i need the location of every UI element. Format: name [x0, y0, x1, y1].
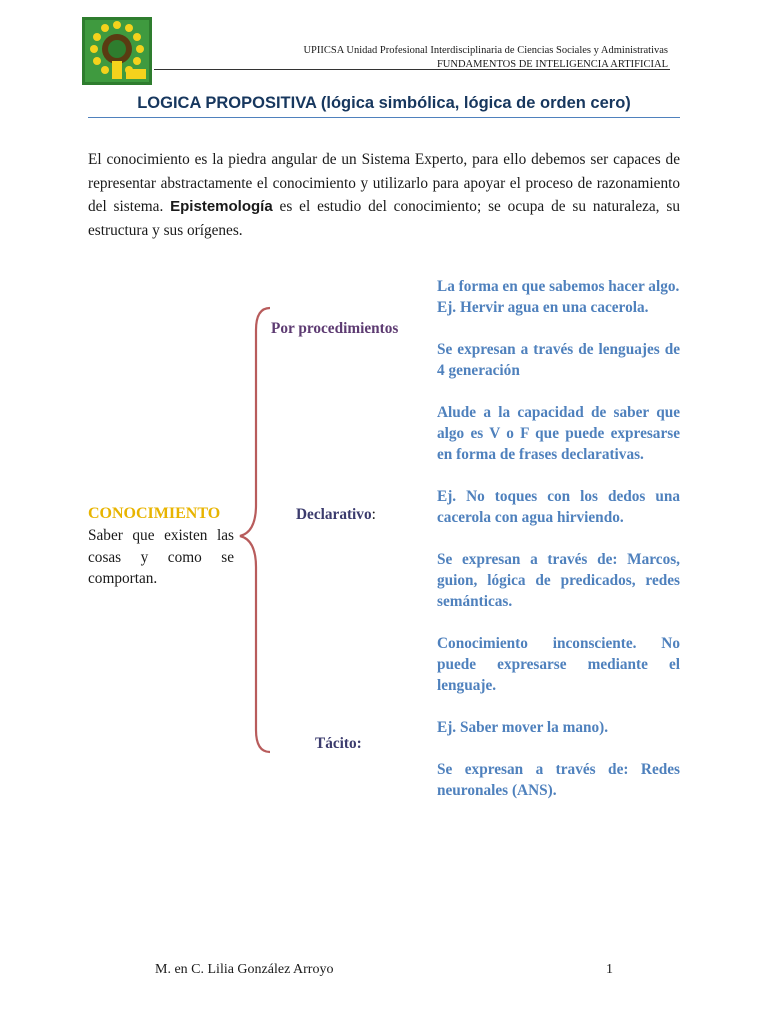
detail-text: Se expresan a través de: Redes neuronales (ANS).	[437, 761, 680, 799]
curly-brace	[232, 300, 272, 760]
detail-text: Ej. No toques con los dedos una cacerola con agua hirviendo.	[437, 488, 680, 526]
details-procedimientos	[437, 276, 680, 822]
title-underline	[88, 117, 680, 118]
detail-text: La forma en que sabemos hacer algo.	[437, 278, 680, 295]
detail-text: Ej. Hervir agua en una cacerola.	[437, 299, 649, 316]
detail-text: Se expresan a través de lenguajes de 4 generación	[437, 341, 680, 379]
header-divider	[154, 69, 670, 70]
branch-tacito: Tácito:	[315, 735, 362, 752]
detail-text: Ej. Saber mover la mano).	[437, 719, 609, 736]
page-title: LOGICA PROPOSITIVA (lógica simbólica, lógica de orden cero)	[137, 94, 631, 112]
detail-text: Alude a la capacidad de saber que algo es V o F que puede expresarse en forma de frases declarativas.	[437, 404, 680, 463]
footer-author: M. en C. Lilia González Arroyo	[155, 962, 334, 977]
intro-bold-term: Epistemología	[170, 198, 273, 215]
root-label: CONOCIMIENTO	[88, 505, 221, 522]
root-description: Saber que existen las cosas y como se comportan.	[88, 527, 234, 587]
course-name: FUNDAMENTOS DE INTELIGENCIA ARTIFICIAL	[436, 59, 668, 70]
intro-text-before: El conocimiento es la piedra angular de un Sistema Experto, para ello debemos ser capaces de representar abstractamente el conocimiento y utilizarlo para apoyar el proceso de razonamiento del sistema.	[88, 151, 680, 215]
detail-text: Se expresan a través de: Marcos, guion, lógica de predicados, redes semánticas.	[437, 551, 680, 610]
page-number: 1	[606, 962, 613, 977]
intro-text-after: es el estudio del conocimiento; se ocupa de su naturaleza, su estructura y sus orígenes.	[88, 198, 680, 239]
branch-declarativo: Declarativo:	[296, 506, 376, 523]
institution-name: UPIICSA Unidad Profesional Interdisciplinaria de Ciencias Sociales y Administrativas	[303, 45, 668, 56]
detail-text: Conocimiento inconsciente. No puede expresarse mediante el lenguaje.	[437, 635, 680, 694]
intro-paragraph	[88, 148, 680, 242]
sunflower-logo-icon	[82, 17, 152, 85]
branch-procedimientos: Por procedimientos	[271, 320, 399, 337]
